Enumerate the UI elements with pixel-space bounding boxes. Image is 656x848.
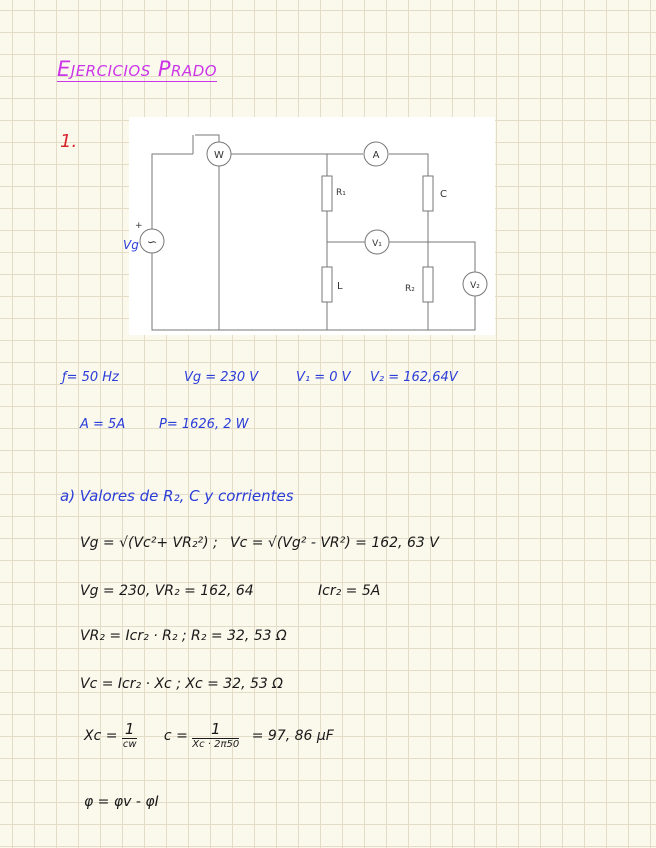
given-a: A = 5A [80, 417, 126, 432]
inductor-label: L [337, 281, 343, 292]
source-symbol: ∽ [146, 235, 158, 249]
formula-phase: φ = φv - φI [84, 794, 159, 810]
c-result: = 97, 86 μF [251, 728, 334, 744]
formula-xc: Vc = Icr₂ · Xc ; Xc = 32, 53 Ω [80, 676, 283, 692]
capacitor-box [423, 176, 433, 211]
values-vg-vr2: Vg = 230, VR₂ = 162, 64 [80, 583, 254, 599]
ammeter-label: A [372, 150, 380, 161]
inductor-box [322, 267, 332, 302]
r2-resistor [423, 267, 433, 302]
voltmeter1-label: V₁ [372, 239, 382, 249]
circuit-diagram [123, 117, 495, 335]
capacitor-label: C [440, 189, 447, 200]
given-p: P= 1626, 2 W [159, 417, 249, 432]
source-vg-label: Vg [123, 238, 139, 252]
given-v1: V₁ = 0 V [296, 370, 351, 385]
formula-capacitance [84, 721, 334, 751]
wattmeter-label: W [214, 150, 224, 161]
c-numerator: 1 [192, 721, 239, 739]
xc-label: Xc = [84, 728, 118, 744]
given-vg: Vg = 230 V [184, 370, 259, 385]
formula-vc: Vc = √(Vg² - VR²) = 162, 63 V [230, 535, 439, 551]
page-title: Ejercicios Prado [57, 57, 218, 81]
xc-fraction [122, 721, 138, 751]
c-denominator: Xc · 2π50 [192, 739, 240, 750]
formula-r2: VR₂ = Icr₂ · R₂ ; R₂ = 32, 53 Ω [80, 628, 287, 644]
source-plus: + [135, 221, 143, 231]
xc-numerator: 1 [122, 721, 138, 739]
r1-label: R₁ [336, 188, 346, 198]
c-label: c = [163, 728, 188, 744]
exercise-number: 1. [60, 131, 78, 152]
given-v2: V₂ = 162,64V [370, 370, 458, 385]
given-frequency: ƒ= 50 Hz [62, 370, 119, 385]
voltmeter2-label: V₂ [470, 281, 480, 291]
value-icr2: Icr₂ = 5A [318, 583, 381, 599]
c-fraction [192, 721, 239, 751]
r1-resistor [322, 176, 332, 211]
formula-vg: Vg = √(Vc²+ VR₂²) ; [80, 535, 218, 551]
r2-label: R₂ [405, 284, 415, 294]
part-a-heading: a) Valores de R₂, C y corrientes [60, 487, 294, 505]
xc-denominator: cw [122, 739, 137, 750]
